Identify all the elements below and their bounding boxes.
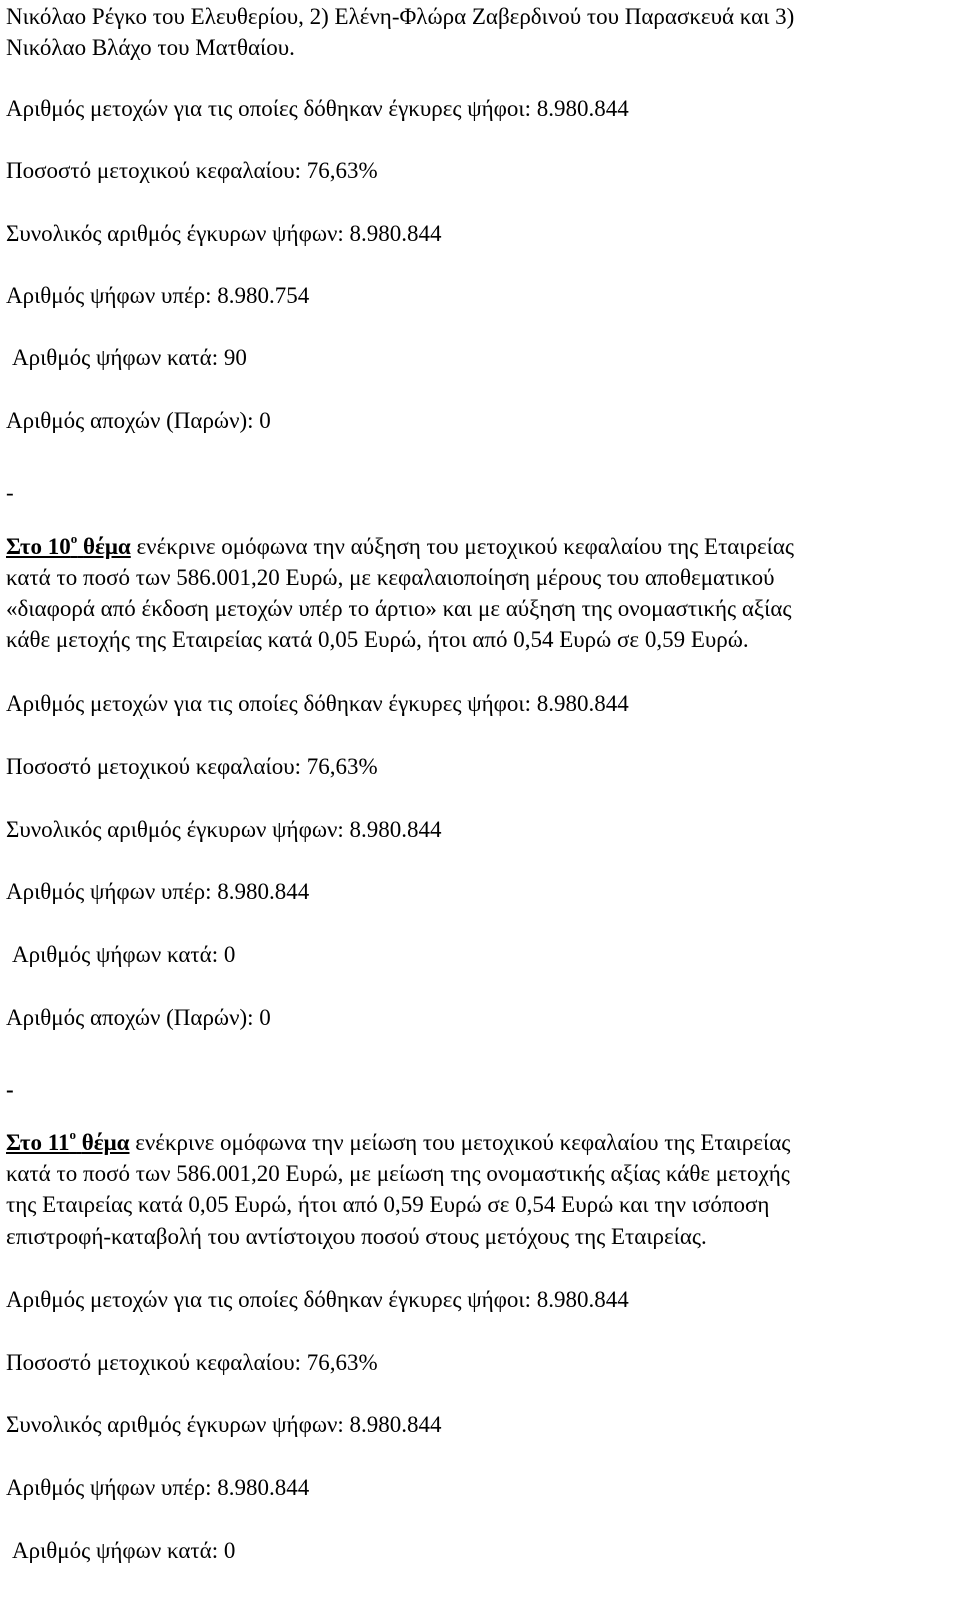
item-10-text: κατά το ποσό των 586.001,20 Ευρώ, με κεφαλαιοποίηση μέρους του αποθεματικού — [6, 565, 775, 590]
item-11-text: κατά το ποσό των 586.001,20 Ευρώ, με μείωση της ονομαστικής αξίας κάθε μετοχής — [6, 1161, 790, 1186]
vote-percent: Ποσοστό μετοχικού κεφαλαίου: 76,63% — [6, 754, 378, 779]
vote-for: Αριθμός ψήφων υπέρ: 8.980.754 — [6, 283, 310, 308]
intro-line: Νικόλαο Ρέγκο του Ελευθερίου, 2) Ελένη-Φλώρα Ζαβερδινού του Παρασκευά και 3) — [6, 4, 795, 29]
item-11-line-1 — [6, 1128, 790, 1158]
vote-shares: Αριθμός μετοχών για τις οποίες δόθηκαν έγκυρες ψήφοι: 8.980.844 — [6, 691, 629, 716]
vote-for: Αριθμός ψήφων υπέρ: 8.980.844 — [6, 1475, 310, 1500]
vote-shares: Αριθμός μετοχών για τις οποίες δόθηκαν έγκυρες ψήφοι: 8.980.844 — [6, 1287, 629, 1312]
item-11-text: επιστροφή-καταβολή του αντίστοιχου ποσού στους μετόχους της Εταιρείας. — [6, 1224, 707, 1249]
vote-for: Αριθμός ψήφων υπέρ: 8.980.844 — [6, 879, 310, 904]
item-10-text: ενέκρινε ομόφωνα την αύξηση του μετοχικού κεφαλαίου της Εταιρείας — [136, 534, 795, 559]
item-10-heading: Στο $10^o$ θέμα — [6, 531, 131, 559]
item-11-text: της Εταιρείας κατά 0,05 Ευρώ, ήτοι από 0,59 Ευρώ σε 0,54 Ευρώ και την ισόποση — [6, 1192, 770, 1217]
vote-percent: Ποσοστό μετοχικού κεφαλαίου: 76,63% — [6, 1350, 378, 1375]
item-10-text: «διαφορά από έκδοση μετοχών υπέρ το άρτιο» και με αύξηση της ονομαστικής αξίας — [6, 596, 792, 621]
vote-total: Συνολικός αριθμός έγκυρων ψήφων: 8.980.844 — [6, 1412, 442, 1437]
vote-shares: Αριθμός μετοχών για τις οποίες δόθηκαν έγκυρες ψήφοι: 8.980.844 — [6, 96, 629, 121]
separator-dash: - — [6, 480, 14, 505]
vote-abstain: Αριθμός αποχών (Παρών): 0 — [6, 408, 271, 433]
vote-against: Αριθμός ψήφων κατά: 0 — [12, 1538, 236, 1563]
item-11-heading: Στο $11^o$ θέμα — [6, 1127, 130, 1155]
intro-line: Νικόλαο Βλάχο του Ματθαίου. — [6, 35, 295, 60]
vote-abstain: Αριθμός αποχών (Παρών): 0 — [6, 1005, 271, 1030]
vote-total: Συνολικός αριθμός έγκυρων ψήφων: 8.980.844 — [6, 817, 442, 842]
vote-against: Αριθμός ψήφων κατά: 0 — [12, 942, 236, 967]
vote-total: Συνολικός αριθμός έγκυρων ψήφων: 8.980.844 — [6, 221, 442, 246]
separator-dash: - — [6, 1077, 14, 1102]
vote-against: Αριθμός ψήφων κατά: 90 — [12, 345, 247, 370]
item-10-line-1 — [6, 532, 794, 562]
vote-percent: Ποσοστό μετοχικού κεφαλαίου: 76,63% — [6, 158, 378, 183]
item-11-text: ενέκρινε ομόφωνα την μείωση του μετοχικού κεφαλαίου της Εταιρείας — [135, 1130, 791, 1155]
item-10-text: κάθε μετοχής της Εταιρείας κατά 0,05 Ευρώ, ήτοι από 0,54 Ευρώ σε 0,59 Ευρώ. — [6, 627, 749, 652]
